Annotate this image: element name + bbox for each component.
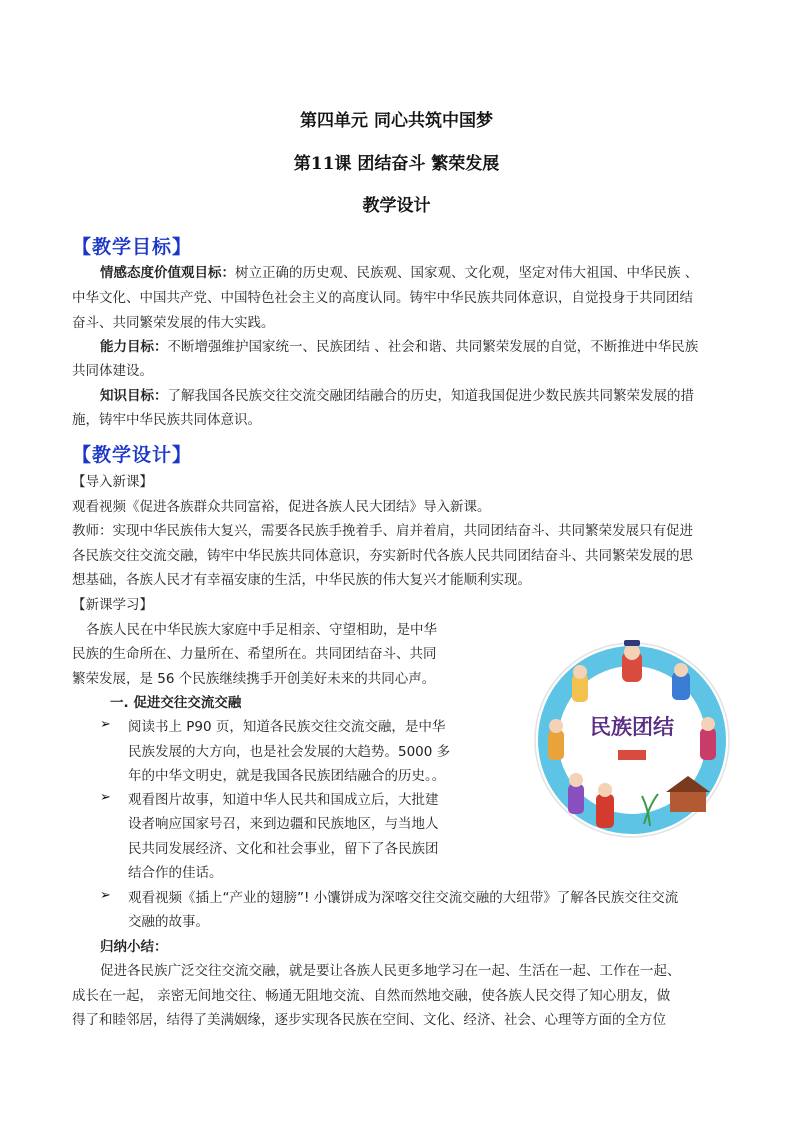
teacher-line-1: 教师：实现中华民族伟大复兴，需要各民族手挽着手、肩并着肩，共同团结奋斗、共同繁荣发展只有促进 (72, 523, 693, 539)
intro-line: 观看视频《促进各族群众共同富裕，促进各族人民大团结》导入新课。 (72, 499, 491, 515)
new-lesson-line-3: 繁荣发展，是 56 个民族继续携手开创美好未来的共同心声。 (72, 671, 436, 687)
bullet-arrow-icon: ➢ (100, 888, 111, 903)
figure-caption: 民族团结 (590, 714, 674, 739)
emotion-label: 情感态度价值观目标： (100, 265, 235, 281)
emotion-text: 树立正确的历史观、民族观、国家观、文化观，坚定对伟大祖国、中华民族 、 (235, 265, 699, 281)
summary-line-1: 促进各民族广泛交往交流交融，就是要让各族人民更多地学习在一起、生活在一起、工作在一起、 (100, 963, 681, 979)
new-lesson-line-2: 民族的生命所在、力量所在、希望所在。共同团结奋斗、共同 (72, 646, 437, 662)
ethnic-unity-circle-art (532, 634, 732, 846)
teacher-line-3: 想基础，各族人民才有幸福安康的生活，中华民族的伟大复兴才能顺利实现。 (72, 572, 531, 588)
teacher-line-2: 各民族交往交流交融，铸牢中华民族共同体意识，夯实新时代各族人民共同团结奋斗、共同繁荣发展的思 (72, 548, 693, 564)
bullet-1-line-1: 阅读书上 P90 页，知道各民族交往交流交融，是中华 (128, 719, 446, 735)
bullet-2-line-2: 设者响应国家号召，来到边疆和民族地区，与当地人 (128, 816, 439, 832)
summary-line-3: 得了和睦邻居，结得了美满姻缘，逐步实现各民族在空间、文化、经济、社会、心理等方面的全方位 (72, 1012, 666, 1028)
unit-title: 第四单元 同心共筑中国梦 (300, 111, 493, 131)
summary-line-2: 成长在一起， 亲密无间地交往、畅通无阻地交流、自然而然地交融，使各族人民交得了知心朋友，做 (72, 988, 671, 1004)
knowledge-objective-line-2: 施，铸牢中华民族共同体意识。 (72, 412, 261, 428)
emotion-objective-line-2: 中华文化、中国共产党、中国特色社会主义的高度认同。铸牢中华民族共同体意识，自觉投身于共同团结 (72, 290, 693, 306)
bullet-1-line-2: 民族发展的大方向，也是社会发展的大趋势。5000 多 (128, 744, 451, 760)
emotion-objective-line-3: 奋斗、共同繁荣发展的伟大实践。 (72, 315, 275, 331)
bullet-2-line-3: 民共同发展经济、文化和社会事业，留下了各民族团 (128, 841, 439, 857)
ability-label: 能力目标： (100, 339, 168, 355)
subsection-1-title: 一. 促进交往交流交融 (110, 695, 242, 711)
knowledge-text: 了解我国各民族交往交流交融团结融合的历史，知道我国促进少数民族共同繁荣发展的措 (167, 388, 694, 404)
new-lesson-label: 【新课学习】 (72, 597, 153, 613)
knowledge-objective-line-1 (100, 384, 694, 409)
bullet-3-line-2: 交融的故事。 (128, 914, 209, 930)
summary-label: 归纳小结： (100, 939, 168, 955)
ability-objective-line-2: 共同体建设。 (72, 363, 153, 379)
ethnic-unity-illustration (532, 634, 732, 846)
bullet-1-line-3: 年的中华文明史，就是我国各民族团结融合的历史。。 (128, 768, 446, 784)
knowledge-label: 知识目标： (100, 388, 168, 404)
bullet-2-line-1: 观看图片故事，知道中华人民共和国成立后，大批建 (128, 792, 439, 808)
bullet-3-line-1: 观看视频《插上“产业的翅膀”! 小馕饼成为深喀交往交流交融的大纽带》了解各民族交往交流 (128, 890, 679, 906)
objectives-heading: 【教学目标】 (72, 236, 193, 258)
lesson-title: 第11课 团结奋斗 繁荣发展 (293, 154, 500, 174)
bullet-arrow-icon: ➢ (100, 717, 111, 732)
ability-objective-line-1 (100, 335, 698, 360)
bullet-2-line-4: 结合作的佳话。 (128, 865, 223, 881)
ability-text: 不断增强维护国家统一、民族团结 、社会和谐、共同繁荣发展的自觉，不断推进中华民族 (167, 339, 699, 355)
emotion-objective-line-1 (100, 261, 698, 286)
bullet-arrow-icon: ➢ (100, 790, 111, 805)
intro-label: 【导入新课】 (72, 474, 153, 490)
new-lesson-line-1: 各族人民在中华民族大家庭中手足相亲、守望相助，是中华 (86, 622, 437, 638)
design-heading: 【教学设计】 (72, 444, 193, 466)
doc-title: 教学设计 (362, 196, 431, 216)
